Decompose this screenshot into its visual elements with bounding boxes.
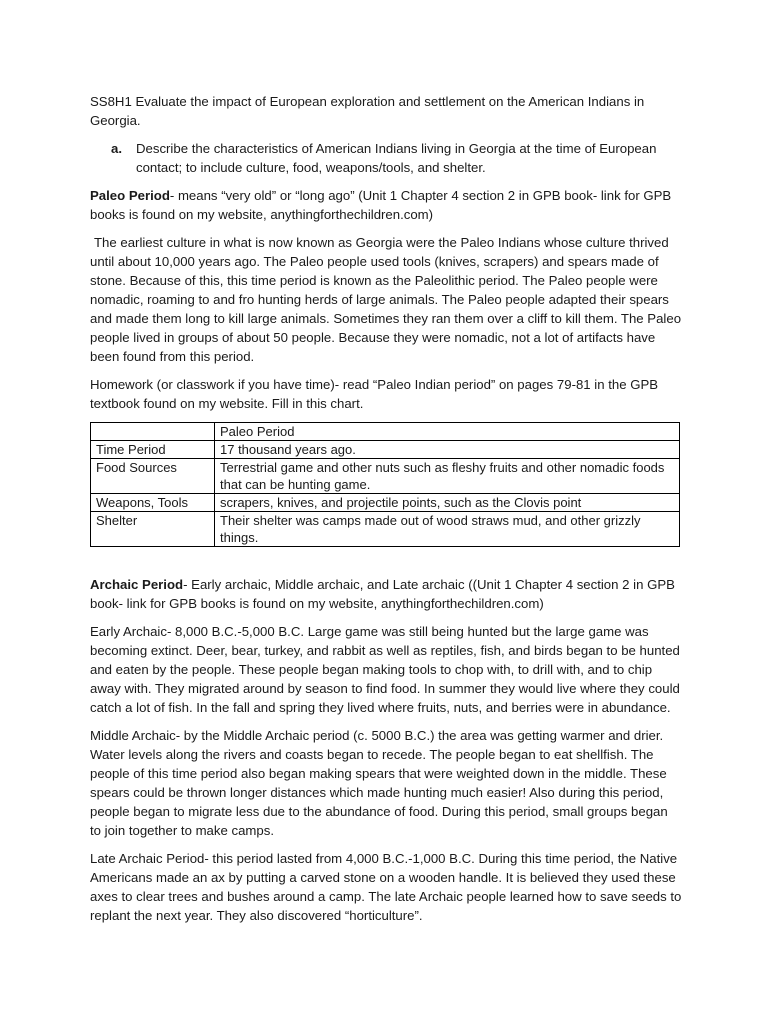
document-content [90,92,682,934]
table-row [91,459,680,494]
archaic-heading: Archaic Period [90,577,184,592]
paleo-heading: Paleo Period [90,188,170,203]
table-cell: Their shelter was camps made out of wood straws mud, and other grizzly things. [215,512,680,547]
table-cell: Shelter [91,512,215,547]
element-a [90,139,682,177]
table-row [91,441,680,459]
list-marker: a. [111,141,122,156]
table-cell: 17 thousand years ago. [215,441,680,459]
archaic-intro [90,575,682,613]
table-cell: scrapers, knives, and projectile points, such as the Clovis point [215,494,680,512]
table-header-cell: Paleo Period [215,423,680,441]
paleo-body: The earliest culture in what is now known as Georgia were the Paleo Indians whose culture thrived until about 10,000 years ago. The Paleo people used tools (knives, scrapers) and spears made of stone. Because of this, this time period is known as the Paleolithic period. The Paleo people were nomadic, roaming to and fro hunting herds of large animals. The Paleo people adapted their spears and made them long to kill large animals. Sometimes they ran them over a cliff to kill them. The Paleo people lived in groups of about 50 people. Because they were nomadic, not a lot of artifacts have been found from this period. [90,235,682,364]
table-row [91,494,680,512]
middle-archaic-paragraph: Middle Archaic- by the Middle Archaic period (c. 5000 B.C.) the area was getting warmer and drier. Water levels along the rivers and coasts began to recede. The people began to eat shellfish. The people of this time period also began making spears that were weighted down in the middle. These spears could be thrown longer distances which made hunting much easier! Also during this period, people began to migrate less due to the abundance of food. During this period, small groups began to join together to make camps. [90,728,668,838]
table-header-cell [91,423,215,441]
table-cell: Food Sources [91,459,215,494]
paleo-chart [90,422,680,547]
paleo-homework: Homework (or classwork if you have time)- read “Paleo Indian period” on pages 79-81 in the GPB textbook found on my website. Fill in this chart. [90,377,659,411]
table-row [91,512,680,547]
table-cell: Time Period [91,441,215,459]
standard-text: SS8H1 Evaluate the impact of European exploration and settlement on the American Indians in Georgia. [90,94,645,128]
late-archaic-paragraph: Late Archaic Period- this period lasted from 4,000 B.C.-1,000 B.C. During this time period, the Native Americans made an ax by putting a carved stone on a wooden handle. It is believed they used these axes to clear trees and bushes around a camp. The late Archaic people learned how to save seeds to replant the next year. They also discovered “horticulture”. [90,851,682,923]
paleo-heading-rest: - means “very old” or “long ago” (Unit 1 Chapter 4 section 2 in GPB book- link for GPB books is found on my website, anythingforthechildren.com) [90,188,672,222]
element-a-text: Describe the characteristics of American Indians living in Georgia at the time of European contact; to include culture, food, weapons/tools, and shelter. [136,141,657,175]
table-cell: Terrestrial game and other nuts such as fleshy fruits and other nomadic foods that can be hunting game. [215,459,680,494]
paleo-intro [90,186,682,224]
archaic-heading-rest: - Early archaic, Middle archaic, and Late archaic ((Unit 1 Chapter 4 section 2 in GPB book- link for GPB books is found on my website, anythingforthechildren.com) [90,577,675,611]
table-header-row [91,423,680,441]
table-cell: Weapons, Tools [91,494,215,512]
early-archaic-paragraph: Early Archaic- 8,000 B.C.-5,000 B.C. Large game was still being hunted but the large game was becoming extinct. Deer, bear, turkey, and rabbit as well as reptiles, fish, and birds began to be hunted and eaten by the people. These people began making tools to chop with, to drill with, and to chip away with. They migrated around by season to find food. In summer they would live where they could catch a lot of fish. In the fall and spring they lived where fruits, nuts, and berries were in abundance. [90,624,680,715]
